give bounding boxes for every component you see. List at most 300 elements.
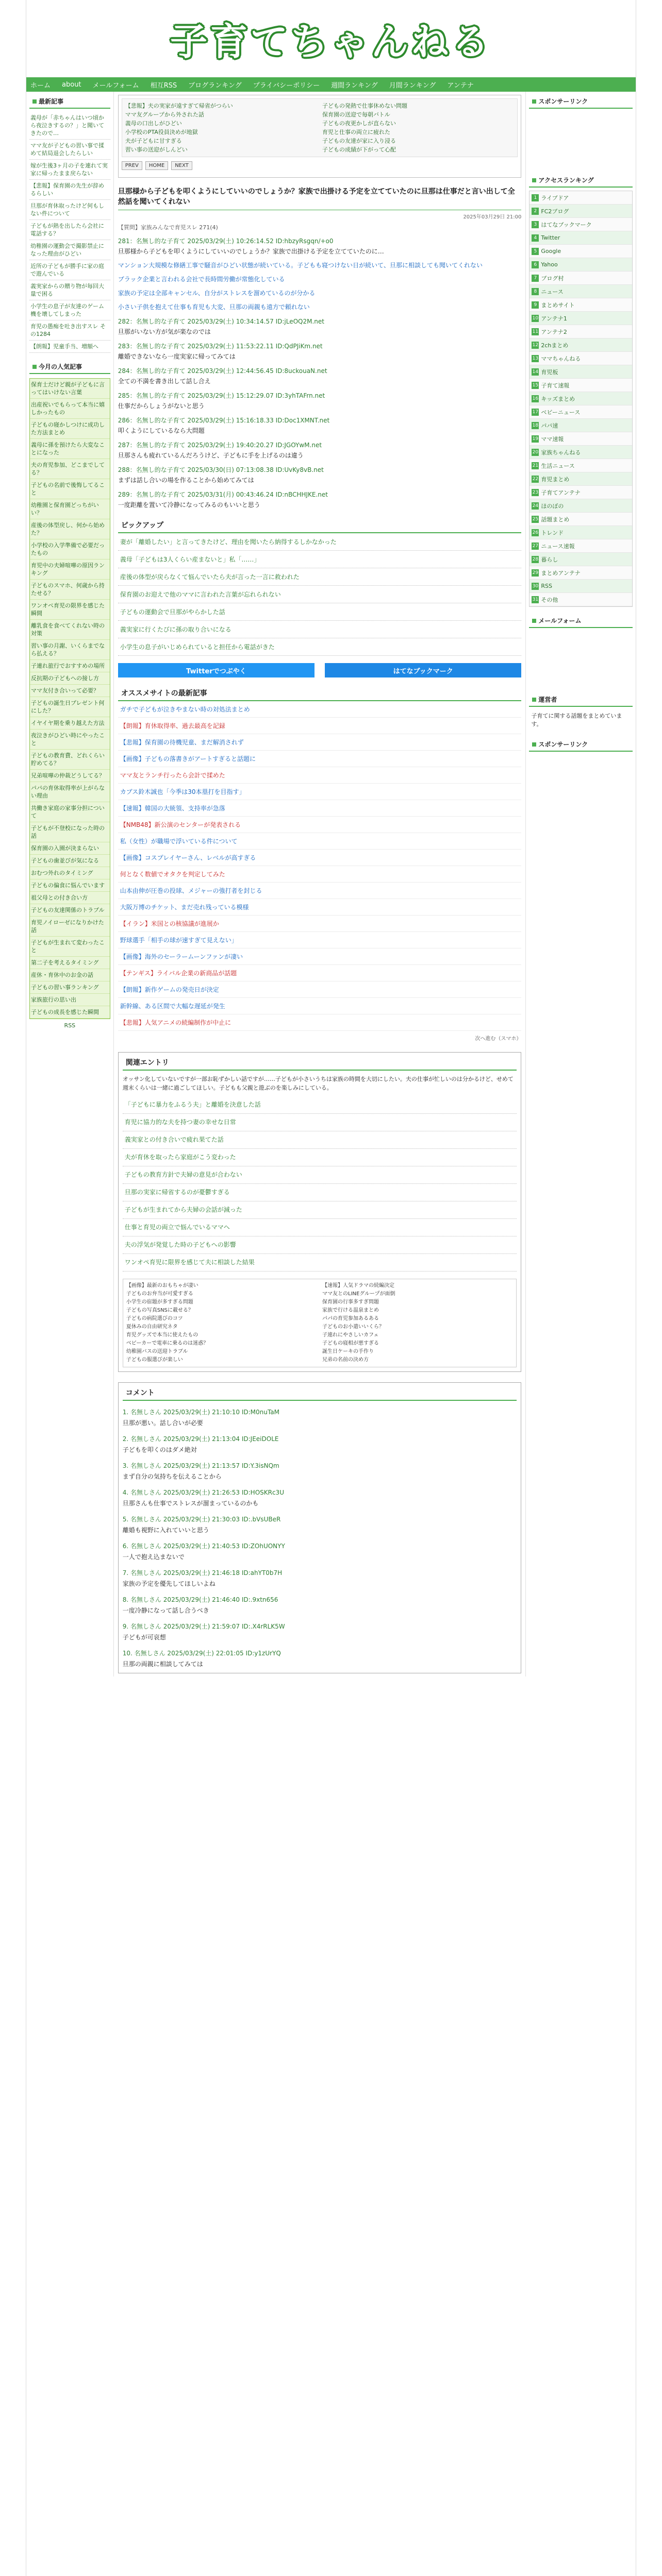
recommend-title: オススメサイトの最新記事 bbox=[118, 686, 522, 701]
ranking-item[interactable] bbox=[529, 285, 632, 298]
post-body: 旦那様から子どもを叩くようにしていいのでしょうか？家族で出掛ける予定を立てていたのに… bbox=[118, 248, 384, 255]
rank-number-icon: 22 bbox=[532, 476, 539, 482]
related-item[interactable]: 義実家との付き合いで疲れ果てた話 bbox=[123, 1131, 517, 1149]
post-header: 286：名無し的な子育て 2025/03/29(土) 15:16:18.33 ID:Doc1XMNT.net bbox=[118, 417, 330, 424]
top-link[interactable]: 義母の口出しがひどい bbox=[125, 120, 182, 127]
related-grid-item[interactable]: ベビーカーで電車に乗るのは迷惑？ bbox=[126, 1341, 209, 1346]
ranking-label[interactable]: 話題まとめ bbox=[541, 516, 570, 523]
recommend-item[interactable]: 【画像】コスプレイヤーさん、レベルが高すぎる bbox=[118, 850, 522, 866]
related-grid-item[interactable]: 子どもの写真SNSに載せる？ bbox=[126, 1308, 193, 1313]
popular-item[interactable]: 夜泣きがひどい時にやったこと bbox=[30, 730, 110, 750]
ranking-label[interactable]: Twitter bbox=[541, 234, 560, 241]
ranking-label[interactable]: 家族ちゃんねる bbox=[541, 449, 581, 456]
post-header: 281：名無し的な子育て 2025/03/29(土) 10:26:14.52 ID:hbzyRsgqn/+o0 bbox=[118, 238, 334, 245]
ranking-label[interactable]: アンテナ1 bbox=[541, 315, 567, 322]
ranking-label[interactable]: アンテナ2 bbox=[541, 328, 567, 335]
post-body: 仕事だからしょうがないと思う bbox=[118, 402, 205, 410]
rss-link[interactable]: RSS bbox=[64, 1022, 76, 1029]
popular-item[interactable]: 習い事の月謝、いくらまでなら払える？ bbox=[30, 640, 110, 660]
ranking-item[interactable] bbox=[529, 432, 632, 446]
latest-item[interactable]: 嫁が生後3ヶ月の子を連れて実家に帰ったまま戻らない bbox=[29, 160, 110, 180]
nav-link[interactable]: ホーム bbox=[30, 81, 51, 90]
recommend-item[interactable]: 【悲報】人気アニメの続編制作が中止に bbox=[118, 1014, 522, 1031]
related-item[interactable]: 夫の浮気が発覚した時の子どもへの影響 bbox=[123, 1236, 517, 1254]
global-nav bbox=[26, 77, 636, 92]
ranking-label[interactable]: パパ速 bbox=[541, 422, 558, 429]
comment bbox=[123, 1569, 517, 1588]
post-header: 284：名無し的な子育て 2025/03/29(土) 12:44:56.45 ID:8uckouaN.net bbox=[118, 367, 327, 375]
popular-item[interactable]: 子どもの誕生日プレゼント何にした？ bbox=[30, 697, 110, 717]
comments-title: コメント bbox=[123, 1387, 517, 1401]
ranking-item[interactable] bbox=[529, 580, 632, 593]
related-text: オッサン化していないですが一部お恥ずかしい話ですが……子どもが小さいうちは家族の時間を大切にしたい。夫の仕事が忙しいのは分かるけど、せめて週末くらいは一緒に過ごしてほしい。子どもも父親と遊ぶのを楽しみにしている。 bbox=[122, 1076, 514, 1091]
ranking-label[interactable]: FC2ブログ bbox=[541, 208, 569, 215]
ranking-item[interactable] bbox=[529, 566, 632, 580]
latest-item[interactable]: 小学生の息子が友達のゲーム機を壊してしまった bbox=[29, 300, 110, 320]
related-grid-item[interactable]: パパの育児参加あるある bbox=[322, 1316, 379, 1321]
ranking-item[interactable] bbox=[529, 272, 632, 285]
latest-item[interactable]: 義母が「赤ちゃんはいつ頃から夜泣きするの？」と聞いてきたので… bbox=[29, 112, 110, 140]
post-body: ブラック企業と言われる会社で長時間労働が常態化している bbox=[118, 276, 285, 283]
rank-number-icon: 1 bbox=[532, 194, 539, 201]
ranking-label[interactable]: ニュース bbox=[541, 288, 564, 295]
rank-number-icon: 11 bbox=[532, 329, 539, 334]
comment bbox=[123, 1596, 517, 1615]
ranking-label[interactable]: RSS bbox=[541, 583, 552, 589]
article-date: 2025年03月29日 21:00 bbox=[463, 214, 522, 220]
top-link[interactable]: 【悲報】夫の実家が遠すぎて帰省がつらい bbox=[125, 103, 233, 109]
ranking-item[interactable] bbox=[529, 258, 632, 272]
ranking-label[interactable]: Yahoo bbox=[541, 261, 558, 268]
top-link[interactable]: 子どもの夜更かしが直らない bbox=[322, 120, 396, 127]
rank-number-icon: 27 bbox=[532, 543, 539, 549]
profile-title: 運営者 bbox=[529, 693, 633, 707]
pager-button[interactable]: NEXT bbox=[171, 161, 192, 170]
recommend-item[interactable]: 【速報】韓国の大統領、支持率が急落 bbox=[118, 800, 522, 817]
popular-item[interactable]: 子どもの寝かしつけに成功した方法まとめ bbox=[30, 419, 110, 439]
popular-item[interactable]: 子どものスマホ、何歳から持たせる？ bbox=[30, 580, 110, 600]
ranking-label[interactable]: 育児まとめ bbox=[541, 476, 570, 483]
post-body: 旦那がいない方が気が楽なのでは bbox=[118, 328, 211, 335]
left-latest-title: 最新記事 bbox=[29, 95, 110, 109]
popular-item[interactable]: 出産祝いでもらって本当に嬉しかったもの bbox=[30, 399, 110, 419]
post-body: 一度距離を置いて冷静になってみるのもいいと思う bbox=[118, 501, 260, 509]
ranking-item[interactable] bbox=[529, 459, 632, 472]
pickup-item[interactable]: 義母「子どもは3人くらい産まないと」私「……」 bbox=[118, 551, 522, 568]
ranking-item[interactable] bbox=[529, 405, 632, 419]
top-link[interactable]: 育児と仕事の両立に疲れた bbox=[322, 129, 391, 135]
ranking-item[interactable] bbox=[529, 419, 632, 432]
main-column bbox=[114, 92, 526, 1676]
ranking-label[interactable]: はてなブックマーク bbox=[541, 221, 592, 228]
nav-link[interactable]: プライバシーポリシー bbox=[253, 81, 320, 90]
left-popular-title: 今月の人気記事 bbox=[29, 360, 110, 374]
popular-item[interactable]: 離乳食を食べてくれない時の対策 bbox=[30, 620, 110, 640]
top-link[interactable]: 子どもの発熱で仕事休めない問題 bbox=[322, 103, 408, 109]
pager-button[interactable]: HOME bbox=[145, 161, 168, 170]
nav-link[interactable]: ブログランキング bbox=[188, 81, 242, 90]
recommend-item[interactable]: 【画像】海外のセーラームーンファンが凄い bbox=[118, 948, 522, 965]
post bbox=[118, 317, 522, 336]
pickup-item[interactable]: 小学生の息子がいじめられていると担任から電話がきた bbox=[118, 638, 522, 656]
rank-number-icon: 5 bbox=[532, 248, 539, 255]
related-title: 関連エントリ bbox=[123, 1057, 517, 1071]
comment-header: 9. 名無しさん 2025/03/29(土) 21:59:07 ID:.X4rRLK5W bbox=[122, 1623, 285, 1630]
related-list bbox=[123, 1096, 517, 1272]
ranking-item[interactable] bbox=[529, 218, 632, 231]
ranking-item[interactable] bbox=[529, 526, 632, 539]
related-item[interactable]: 旦那の実家に帰省するのが憂鬱すぎる bbox=[123, 1184, 517, 1201]
comment bbox=[123, 1408, 517, 1428]
ranking-label[interactable]: まとめアンテナ bbox=[541, 569, 581, 577]
latest-item[interactable]: 【悲報】保育園の先生が辞めるらしい bbox=[29, 180, 110, 200]
recommend-list bbox=[118, 701, 522, 1031]
post bbox=[118, 440, 522, 460]
pickup-item[interactable]: 保育園のお迎えで他のママに言われた言葉が忘れられない bbox=[118, 586, 522, 603]
comment-body: 旦那さんも仕事でストレスが溜まっているのかも bbox=[122, 1500, 259, 1507]
recommend-item[interactable]: 【朗報】育休取得率、過去最高を記録 bbox=[118, 718, 522, 734]
popular-item[interactable]: 産休・育休中のお金の話 bbox=[30, 969, 110, 981]
related-grid-item[interactable]: 育児グッズで本当に使えたもの bbox=[126, 1332, 198, 1338]
nav-link[interactable]: アンテナ bbox=[447, 81, 474, 90]
share-buttons bbox=[118, 663, 522, 677]
comments-box bbox=[118, 1382, 522, 1673]
ranking-label[interactable]: 暮らし bbox=[541, 556, 558, 563]
post bbox=[118, 366, 522, 386]
recommend-item[interactable]: 【イラン】米国との核協議が進展か bbox=[118, 916, 522, 932]
rank-number-icon: 16 bbox=[532, 396, 539, 401]
related-grid-item[interactable]: 【画像】最新のおもちゃが凄い bbox=[126, 1283, 198, 1289]
popular-item[interactable]: ワンオペ育児の限界を感じた瞬間 bbox=[30, 600, 110, 620]
popular-item[interactable]: ママ友付き合いって必要？ bbox=[30, 685, 110, 697]
related-item[interactable]: 「子どもに暴力をふるう夫」と離婚を決意した話 bbox=[123, 1096, 517, 1114]
popular-item[interactable]: 第二子を考えるタイミング bbox=[30, 957, 110, 969]
popular-item[interactable]: 幼稚園と保育園どっちがいい？ bbox=[30, 499, 110, 519]
comment bbox=[123, 1622, 517, 1642]
top-link[interactable]: ママ友グループから外された話 bbox=[125, 111, 204, 118]
ranking-item[interactable] bbox=[529, 191, 632, 205]
related-grid-item[interactable]: ママ友とのLINEグループが面倒 bbox=[322, 1291, 395, 1297]
ranking-item[interactable] bbox=[529, 446, 632, 459]
nav-link[interactable]: 相互RSS bbox=[150, 81, 177, 90]
comment-body: 子どもを叩くのはダメ絶対 bbox=[122, 1446, 197, 1453]
recommend-more[interactable]: 次へ進む（スマホ） bbox=[475, 1036, 522, 1042]
latest-item[interactable]: 旦那が育休取ったけど何もしない件について bbox=[29, 200, 110, 220]
twitter-share-button[interactable]: Twitterでつぶやく bbox=[118, 663, 315, 677]
ranking-item[interactable] bbox=[529, 593, 632, 606]
recommend-item[interactable]: 【朗報】新作ゲームの発売日が決定 bbox=[118, 981, 522, 998]
top-links bbox=[122, 98, 518, 157]
post bbox=[118, 289, 522, 298]
ranking-label[interactable]: Google bbox=[541, 248, 561, 255]
nav-link[interactable]: about bbox=[62, 80, 81, 89]
ranking-item[interactable] bbox=[529, 245, 632, 258]
recommend-item[interactable]: 山本由伸が圧巻の投球、メジャーの強打者を封じる bbox=[118, 883, 522, 899]
comment bbox=[123, 1462, 517, 1481]
ranking-item[interactable] bbox=[529, 231, 632, 245]
related-grid-item[interactable]: 家族で行ける温泉まとめ bbox=[322, 1308, 379, 1313]
right-sponsor-title: スポンサーリンク bbox=[529, 95, 633, 109]
related-grid-item[interactable]: 子どものお小遣いいくら？ bbox=[322, 1324, 385, 1330]
popular-item[interactable]: 兄弟喧嘩の仲裁どうしてる？ bbox=[30, 770, 110, 782]
popular-item[interactable]: 子どもの教育費、どれくらい貯めてる？ bbox=[30, 750, 110, 770]
related-grid-item[interactable]: 子どもの寝相が悪すぎる bbox=[322, 1341, 379, 1346]
pickup-item[interactable]: 義実家に行くたびに孫の取り合いになる bbox=[118, 621, 522, 638]
popular-item[interactable]: 子どもの友達関係のトラブル bbox=[30, 904, 110, 917]
comment-header: 4. 名無しさん 2025/03/29(土) 21:26:53 ID:HOSKRc3U bbox=[122, 1489, 284, 1496]
recommend-item[interactable]: 野球選手「相手の球が速すぎて見えない」 bbox=[118, 932, 522, 948]
recommend-item[interactable]: 新幹線、ある区間で大幅な遅延が発生 bbox=[118, 998, 522, 1014]
recommend-item[interactable]: 何となく数値でオタクを判定してみた bbox=[118, 866, 522, 883]
recommend-item[interactable]: 【悲報】保育園の待機児童、まだ解消されず bbox=[118, 734, 522, 751]
pickup-list bbox=[118, 533, 522, 656]
popular-item[interactable]: 家族旅行の思い出 bbox=[30, 994, 110, 1006]
rank-number-icon: 17 bbox=[532, 409, 539, 415]
ranking-label[interactable]: 子育てアンテナ bbox=[541, 489, 581, 496]
post-body: 離婚できないなら一度実家に帰ってみては bbox=[118, 353, 236, 360]
ranking-label[interactable]: ほのぼの bbox=[541, 502, 564, 510]
ranking-label[interactable]: 子育て速報 bbox=[541, 382, 570, 389]
bullet-icon bbox=[532, 698, 536, 702]
bullet-icon bbox=[532, 742, 536, 747]
popular-item[interactable]: 小学校の入学準備で必要だったもの bbox=[30, 539, 110, 560]
mail-form bbox=[529, 631, 633, 693]
site-header bbox=[26, 0, 636, 77]
pager-button[interactable]: PREV bbox=[122, 161, 142, 170]
page-frame bbox=[26, 0, 636, 2576]
comment-body: 離婚も視野に入れていいと思う bbox=[122, 1527, 209, 1534]
related-grid-item[interactable]: 子どもの服選びが楽しい bbox=[126, 1357, 183, 1363]
ranking-item[interactable] bbox=[529, 325, 632, 338]
post bbox=[118, 275, 522, 284]
ranking-label[interactable]: まとめサイト bbox=[541, 301, 575, 309]
comment bbox=[123, 1649, 517, 1669]
popular-item[interactable]: 子連れ旅行でおすすめの場所 bbox=[30, 660, 110, 672]
recommend-item[interactable]: 大阪万博のチケット、まだ売れ残っている模様 bbox=[118, 899, 522, 916]
left-column bbox=[26, 92, 114, 1676]
top-link[interactable]: 保育園の送迎で毎朝バトル bbox=[322, 111, 390, 118]
nav-link[interactable]: 月間ランキング bbox=[389, 81, 436, 90]
ranking-label[interactable]: 育児板 bbox=[541, 368, 558, 376]
latest-item[interactable]: 【朗報】児童手当、増額へ bbox=[29, 341, 110, 353]
post bbox=[118, 303, 522, 312]
comment-header: 1. 名無しさん 2025/03/29(土) 21:10:10 ID:M0nuTaM bbox=[122, 1409, 279, 1416]
latest-item[interactable]: 幼稚園の運動会で撮影禁止になった理由がひどい bbox=[29, 240, 110, 260]
comment-body: 一度冷静になって話し合うべき bbox=[122, 1607, 209, 1614]
popular-list bbox=[29, 378, 110, 1019]
top-link[interactable]: 小学校のPTA役員決めが地獄 bbox=[125, 129, 198, 135]
comment-header: 8. 名無しさん 2025/03/29(土) 21:46:40 ID:.9xtn656 bbox=[122, 1596, 278, 1603]
related-item[interactable]: 子どもの教育方針で夫婦の意見が合わない bbox=[123, 1166, 517, 1184]
comment bbox=[123, 1435, 517, 1454]
related-grid-item[interactable]: 子どものお弁当が可愛すぎる bbox=[126, 1291, 193, 1297]
ranking-list bbox=[529, 191, 633, 607]
comment-header: 3. 名無しさん 2025/03/29(土) 21:13:57 ID:Y.3isNQm bbox=[122, 1462, 279, 1469]
rank-number-icon: 10 bbox=[532, 315, 539, 321]
rank-number-icon: 6 bbox=[532, 261, 539, 268]
related-item[interactable]: ワンオペ育児に限界を感じて夫に相談した結果 bbox=[123, 1254, 517, 1272]
related-grid-item[interactable]: 誕生日ケーキの手作り bbox=[322, 1349, 374, 1354]
popular-item[interactable]: 産後の体型戻し、何から始めた？ bbox=[30, 519, 110, 539]
related-grid-item[interactable]: 夏休みの自由研究ネタ bbox=[126, 1324, 178, 1330]
post-body: 旦那さんも疲れているんだろうけど、子どもに手を上げるのは違う bbox=[118, 452, 304, 459]
popular-item[interactable]: 保育園の入園が決まらない bbox=[30, 842, 110, 855]
latest-item[interactable]: ママ友が子どもの習い事で揉めて結局退会したらしい bbox=[29, 140, 110, 160]
comment-header: 5. 名無しさん 2025/03/29(土) 21:30:03 ID:.bVsUBeR bbox=[122, 1516, 281, 1523]
rank-number-icon: 21 bbox=[532, 463, 539, 468]
recommend-item[interactable]: 【テンギス】ライバル企業の新商品が話題 bbox=[118, 965, 522, 981]
rank-number-icon: 2 bbox=[532, 208, 539, 215]
ranking-label[interactable]: ママ速報 bbox=[541, 435, 564, 443]
ranking-title: アクセスランキング bbox=[529, 174, 633, 188]
ranking-item[interactable] bbox=[529, 513, 632, 526]
related-grid-item[interactable]: 幼稚園バスの送迎トラブル bbox=[126, 1349, 188, 1354]
latest-item[interactable]: 育児の愚痴を吐き出すスレ その1284 bbox=[29, 320, 110, 341]
top-links-box bbox=[118, 95, 522, 178]
ranking-item[interactable] bbox=[529, 539, 632, 553]
ranking-label[interactable]: 2chまとめ bbox=[541, 342, 569, 349]
ranking-item[interactable] bbox=[529, 312, 632, 325]
related-grid-item[interactable]: 子連れにやさしいカフェ bbox=[322, 1332, 379, 1338]
rank-number-icon: 15 bbox=[532, 382, 539, 388]
popular-item[interactable]: イヤイヤ期を乗り越えた方法 bbox=[30, 717, 110, 730]
comment-body: 旦那の両親に相談してみては bbox=[122, 1660, 203, 1668]
post bbox=[118, 391, 522, 411]
comment-header: 10. 名無しさん 2025/03/29(土) 22:01:05 ID:y1zUrYQ bbox=[122, 1650, 281, 1657]
recommend-item[interactable]: カブス鈴木誠也「今季は30本塁打を目指す」 bbox=[118, 784, 522, 800]
nav-link[interactable]: メールフォーム bbox=[92, 81, 139, 90]
ranking-item[interactable] bbox=[529, 352, 632, 365]
popular-item[interactable]: 子どもの成長を感じた瞬間 bbox=[30, 1006, 110, 1019]
posts bbox=[118, 236, 522, 510]
latest-item[interactable]: 近所の子どもが勝手に家の庭で遊んでいる bbox=[29, 260, 110, 280]
ranking-label[interactable]: ライブドア bbox=[541, 194, 569, 201]
popular-item[interactable]: 祖父母との付き合い方 bbox=[30, 892, 110, 904]
popular-item[interactable]: 子どもが生まれて変わったこと bbox=[30, 937, 110, 957]
post-body: 全ての不満を書き出して話し合え bbox=[118, 378, 211, 385]
rank-number-icon: 23 bbox=[532, 489, 539, 495]
ranking-label[interactable]: ベビーニュース bbox=[541, 409, 581, 416]
article-title[interactable]: 旦那様から子どもを叩くようにしていいのでしょうか？家族で出掛ける予定を立てていたのに旦那は仕事だと言い出して全然話を聞いてくれない bbox=[118, 183, 522, 210]
pickup-item[interactable]: 子どもの運動会で旦那がやらかした話 bbox=[118, 603, 522, 621]
ranking-label[interactable]: トレンド bbox=[541, 529, 564, 536]
recommend-item[interactable]: 私（女性）が職場で浮いている件について bbox=[118, 833, 522, 850]
post bbox=[118, 465, 522, 485]
popular-item[interactable]: 子どもが不登校になった時の話 bbox=[30, 822, 110, 842]
ranking-item[interactable] bbox=[529, 553, 632, 566]
article-source[interactable]: 【質問】家族みんなで育児スレ 271(4) bbox=[118, 224, 218, 231]
layout-columns bbox=[26, 92, 636, 1676]
ranking-item[interactable] bbox=[529, 365, 632, 379]
related-grid-item[interactable]: 保育園の行事多すぎ問題 bbox=[322, 1299, 379, 1305]
popular-item[interactable]: 子どもの名前で後悔してること bbox=[30, 479, 110, 499]
top-link[interactable]: 習い事の送迎がしんどい bbox=[125, 146, 188, 153]
rank-number-icon: 24 bbox=[532, 503, 539, 509]
rank-number-icon: 28 bbox=[532, 556, 539, 562]
related-grid-item[interactable]: 小学生の宿題が多すぎる問題 bbox=[126, 1299, 193, 1305]
ranking-item[interactable] bbox=[529, 205, 632, 218]
popular-item[interactable]: 子どもの習い事ランキング bbox=[30, 981, 110, 994]
popular-item[interactable]: 子どもの偏食に悩んでいます bbox=[30, 879, 110, 892]
comment-header: 7. 名無しさん 2025/03/29(土) 21:46:18 ID:ahYT0b7H bbox=[122, 1569, 283, 1577]
related-item[interactable]: 育児に協力的な夫を持つ妻の幸せな日常 bbox=[123, 1114, 517, 1131]
ranking-label[interactable]: その他 bbox=[541, 596, 558, 603]
post-header: 282：名無し的な子育て 2025/03/29(土) 10:34:14.57 ID:jLeOQ2M.net bbox=[118, 318, 324, 325]
ranking-item[interactable] bbox=[529, 392, 632, 405]
rank-number-icon: 8 bbox=[532, 288, 539, 295]
pager-buttons bbox=[122, 161, 518, 170]
site-logo[interactable]: 子育てちゃんねる bbox=[170, 20, 492, 63]
popular-item[interactable]: 育児中の夫婦喧嘩の原因ランキング bbox=[30, 560, 110, 580]
popular-item[interactable]: 義母に孫を預けたら大変なことになった bbox=[30, 439, 110, 459]
bullet-icon bbox=[532, 99, 536, 104]
ranking-item[interactable] bbox=[529, 379, 632, 392]
ranking-label[interactable]: 生活ニュース bbox=[541, 462, 575, 469]
post bbox=[118, 416, 522, 435]
bullet-icon bbox=[32, 365, 37, 369]
recommend-item[interactable]: 【NMB48】新公演のセンターが発表される bbox=[118, 817, 522, 833]
post-body: 叩くようにしているなら大問題 bbox=[118, 427, 205, 434]
related-grid-item[interactable]: 兄弟の名前の決め方 bbox=[322, 1357, 369, 1363]
popular-item[interactable]: 夫の育児参加、どこまでしてる？ bbox=[30, 459, 110, 479]
ranking-label[interactable]: ニュース速報 bbox=[541, 543, 575, 550]
ranking-item[interactable] bbox=[529, 338, 632, 352]
rank-number-icon: 12 bbox=[532, 342, 539, 348]
bullet-icon bbox=[532, 178, 536, 182]
latest-item[interactable]: 義実家からの贈り物が毎回大量で困る bbox=[29, 280, 110, 300]
rank-number-icon: 20 bbox=[532, 449, 539, 455]
ranking-item[interactable] bbox=[529, 486, 632, 499]
rank-number-icon: 14 bbox=[532, 369, 539, 375]
recommend-item[interactable]: 【画像】子どもの落書きがアートすぎると話題に bbox=[118, 751, 522, 767]
top-link[interactable]: 夫が子どもに甘すぎる bbox=[125, 138, 182, 144]
ranking-item[interactable] bbox=[529, 499, 632, 513]
rank-number-icon: 7 bbox=[532, 275, 539, 282]
post bbox=[118, 236, 522, 256]
popular-item[interactable]: 子どもの歯並びが気になる bbox=[30, 855, 110, 867]
bullet-icon bbox=[532, 619, 536, 623]
ranking-item[interactable] bbox=[529, 472, 632, 486]
related-box bbox=[118, 1052, 522, 1372]
right-sponsor2-title: スポンサーリンク bbox=[529, 738, 633, 752]
related-item[interactable]: 夫が育休を取ったら家庭がこう変わった bbox=[123, 1149, 517, 1166]
ranking-label[interactable]: キッズまとめ bbox=[541, 395, 575, 402]
related-item[interactable]: 子どもが生まれてから夫婦の会話が減った bbox=[123, 1201, 517, 1219]
popular-item[interactable]: おむつ外れのタイミング bbox=[30, 867, 110, 879]
pickup-item[interactable]: 妻が「離婚したい」と言ってきたけど、理由を聞いたら納得するしかなかった bbox=[118, 533, 522, 551]
top-link[interactable]: 子どもの友達が家に入り浸る bbox=[322, 138, 396, 144]
popular-item[interactable]: 保育士だけど親が子どもに言ってはいけない言葉 bbox=[30, 379, 110, 399]
comment-body: 旦那が悪い。話し合いが必要 bbox=[122, 1419, 203, 1427]
related-item[interactable]: 仕事と育児の両立で悩んでいるママへ bbox=[123, 1219, 517, 1236]
ranking-label[interactable]: ママちゃんねる bbox=[541, 355, 581, 362]
hatena-bookmark-button[interactable]: はてなブックマーク bbox=[325, 663, 521, 677]
popular-item[interactable]: パパの育休取得率が上がらない理由 bbox=[30, 782, 110, 802]
ranking-item[interactable] bbox=[529, 298, 632, 312]
related-grid-item[interactable]: 【速報】人気ドラマの続編決定 bbox=[322, 1283, 395, 1289]
popular-item[interactable]: 共働き家庭の家事分担について bbox=[30, 802, 110, 822]
related-grid-item[interactable]: 子どもの病院選びのコツ bbox=[126, 1316, 183, 1321]
pickup-item[interactable]: 産後の体型が戻らなくて悩んでいたら夫が言った一言に救われた bbox=[118, 568, 522, 586]
nav-link[interactable]: 週間ランキング bbox=[331, 81, 378, 90]
ranking-label[interactable]: ブログ村 bbox=[541, 275, 564, 282]
popular-item[interactable]: 反抗期の子どもへの接し方 bbox=[30, 672, 110, 685]
recommend-item[interactable]: ガチで子どもが泣きやまない時の対処法まとめ bbox=[118, 701, 522, 718]
top-link[interactable]: 子どもの成績が下がって心配 bbox=[322, 146, 396, 153]
recommend-item[interactable]: ママ友とランチ行ったら会計で揉めた bbox=[118, 767, 522, 784]
popular-item[interactable]: 育児ノイローゼになりかけた話 bbox=[30, 917, 110, 937]
latest-item[interactable]: 子どもが熱を出したら会社に電話する？ bbox=[29, 220, 110, 240]
